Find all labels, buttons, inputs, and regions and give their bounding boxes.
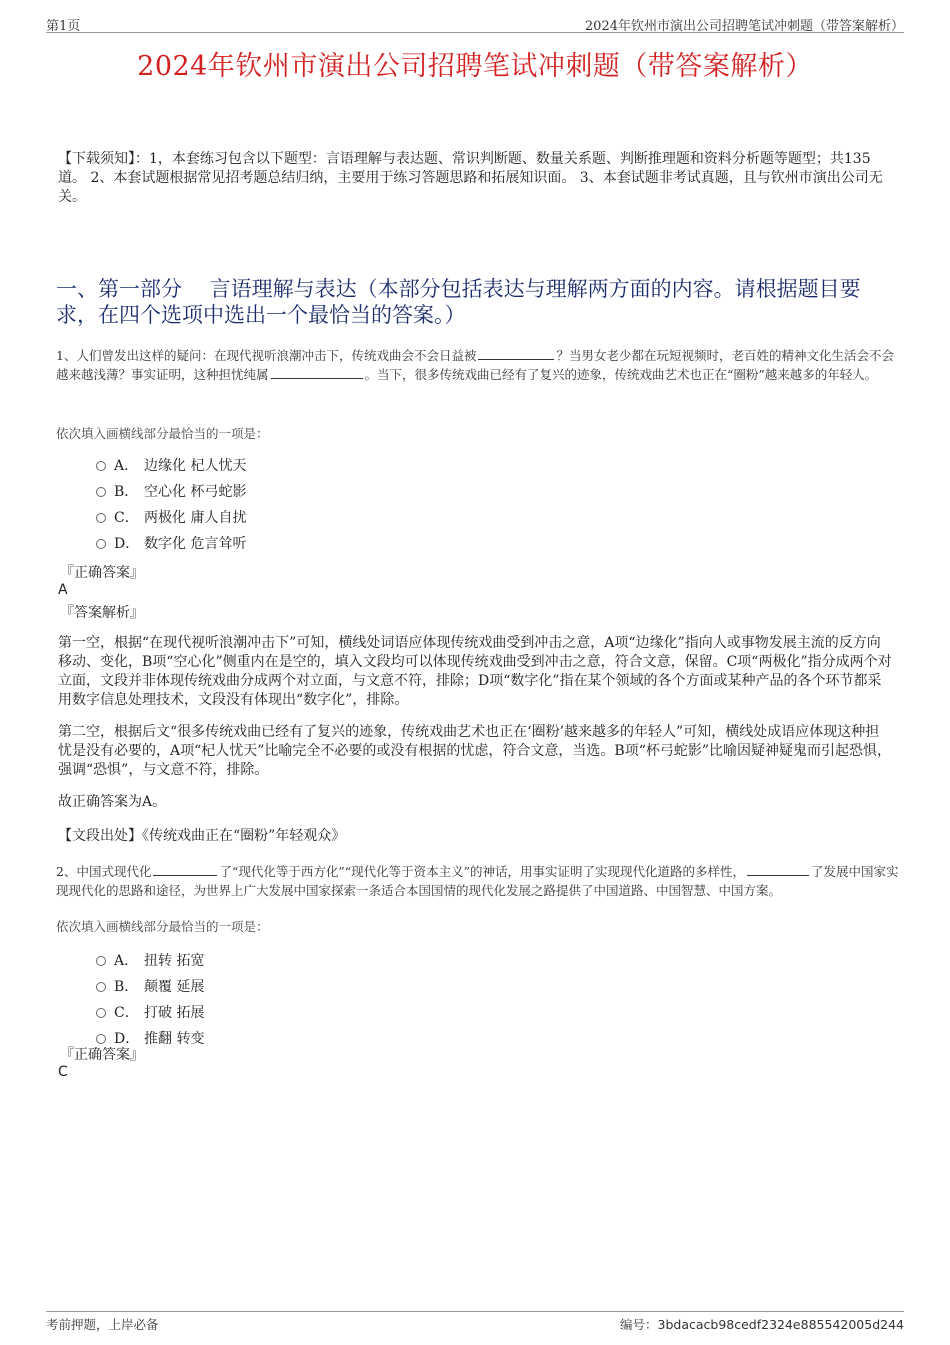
q1-text-a: 1、人们曾发出这样的疑问：在现代视听浪潮冲击下，传统戏曲会不会日益被 [56,348,477,363]
option-letter: D． [114,1031,140,1047]
q1-blank-2 [271,366,363,379]
radio-icon[interactable] [96,487,106,497]
page-title: 2024年钦州市演出公司招聘笔试冲刺题（带答案解析） [137,51,813,82]
q2-blank-2 [747,863,809,876]
q1-conclusion: 故正确答案为A。 [58,794,167,810]
option-letter: B． [114,484,139,500]
q1-option-c[interactable] [96,508,246,528]
radio-icon[interactable] [96,956,106,966]
q1-instruction: 依次填入画横线部分最恰当的一项是： [56,426,269,441]
q1-analysis-paragraph-2: 第二空，根据后文“很多传统戏曲已经有了复兴的迹象，传统戏曲艺术也正在‘圈粉’越来越多的年轻人”可知，横线处成语应体现这种担忧是没有必要的，A项“杞人忧天”比喻完全不必要的或没有根据的忧虑，符合文意，当选。B项“杯弓蛇影”比喻因疑神疑鬼而引起恐惧，强调“恐惧”，与文意不符，排除。 [58,724,892,778]
footer-code-label: 编号： [619,1317,658,1332]
q1-source: 【文段出处】《传统戏曲正在“圈粉”年轻观众》 [58,828,346,844]
section-heading: 一、第一部分 言语理解与表达（本部分包括表达与理解两方面的内容。请根据题目要求，在四个选项中选出一个最恰当的答案。） [56,277,861,327]
footer-divider [46,1311,904,1312]
header-doc-title: 2024年钦州市演出公司招聘笔试冲刺题（带答案解析） [584,19,904,34]
q1-analysis-paragraph-1: 第一空，根据“在现代视听浪潮冲击下”可知，横线处词语应体现传统戏曲受到冲击之意，A项“边缘化”指向人或事物发展主流的反方向移动、变化，B项“空心化”侧重内在是空的，填入文段均可以体现传统戏曲受到冲击之意，符合文意，保留。C项“两极化”指分成两个对立面，文段并非体现传统戏曲分成两个对立面，与文意不符，排除；D项“数字化”指在某个领域的各个方面或某种产品的各个环节都采用数字信息处理技术，文段没有体现出“数字化”，排除。 [58,635,892,708]
radio-icon[interactable] [96,1008,106,1018]
option-letter: C． [114,1005,139,1021]
q2-option-b[interactable] [96,977,204,997]
q2-answer: C [58,1064,68,1080]
q1-answer-label: 『正确答案』 [60,565,144,581]
option-text: 打破 拓展 [144,1005,205,1021]
q2-option-a[interactable] [96,951,204,971]
q1-blank-1 [478,347,554,360]
option-text: 扭转 拓宽 [144,953,205,969]
q1-option-b[interactable] [96,482,246,502]
q2-text-b: 了“现代化等于西方化”“现代化等于资本主义”的神话，用事实证明了实现现代化道路的多样性， [219,864,746,879]
header-divider [46,32,904,33]
option-text: 数字化 危言耸听 [144,536,247,552]
footer-code [620,1315,904,1333]
download-notice: 【下载须知】：1，本套练习包含以下题型：言语理解与表达题、常识判断题、数量关系题、判断推理题和资料分析题等题型；共135道。 2、本套试题根据常见招考题总结归纳，主要用于练习答题思路和拓展知识面。 3、本套试题非考试真题，且与钦州市演出公司无关。 [58,151,883,205]
radio-icon[interactable] [96,513,106,523]
radio-icon[interactable] [96,1034,106,1044]
option-letter: B． [114,979,139,995]
q1-text-c: 。当下，很多传统戏曲已经有了复兴的迹象，传统戏曲艺术也正在“圈粉”越来越多的年轻人。 [364,367,878,382]
q1-option-d[interactable] [96,534,246,554]
option-text: 推翻 转变 [144,1031,205,1047]
option-letter: C． [114,510,139,526]
question-1-stem [56,346,901,384]
option-text: 颠覆 延展 [144,979,205,995]
option-letter: A． [114,458,139,474]
radio-icon[interactable] [96,461,106,471]
footer-code-value: 3bdacacb98cedf2324e885542005d244 [657,1317,904,1332]
q1-text-b: ？当男女老少都在玩短视频时，老百姓的精神文化生活会不会越来越浅薄？事实证明，这种担忧纯属 [56,348,894,382]
option-text: 空心化 杯弓蛇影 [144,484,247,500]
q2-option-c[interactable] [96,1003,204,1023]
question-2-stem [56,862,901,900]
option-text: 两极化 庸人自扰 [144,510,247,526]
page-number: 第1页 [46,19,81,34]
radio-icon[interactable] [96,539,106,549]
q2-answer-label: 『正确答案』 [60,1047,144,1063]
q1-answer: A [58,582,68,598]
q2-text-a: 2、中国式现代化 [56,864,152,879]
option-letter: A． [114,953,139,969]
option-text: 边缘化 杞人忧天 [144,458,247,474]
radio-icon[interactable] [96,982,106,992]
q1-option-a[interactable] [96,456,246,476]
q2-blank-1 [153,863,217,876]
q2-text-c: 了发展中国家实现现代化的思路和途径，为世界上广大发展中国家探索一条适合本国国情的现代化发展之路提供了中国道路、中国智慧、中国方案。 [56,864,899,898]
footer-slogan: 考前押题，上岸必备 [46,1317,159,1332]
q1-analysis-label: 『答案解析』 [60,605,144,621]
q2-instruction: 依次填入画横线部分最恰当的一项是： [56,919,269,934]
option-letter: D． [114,536,140,552]
